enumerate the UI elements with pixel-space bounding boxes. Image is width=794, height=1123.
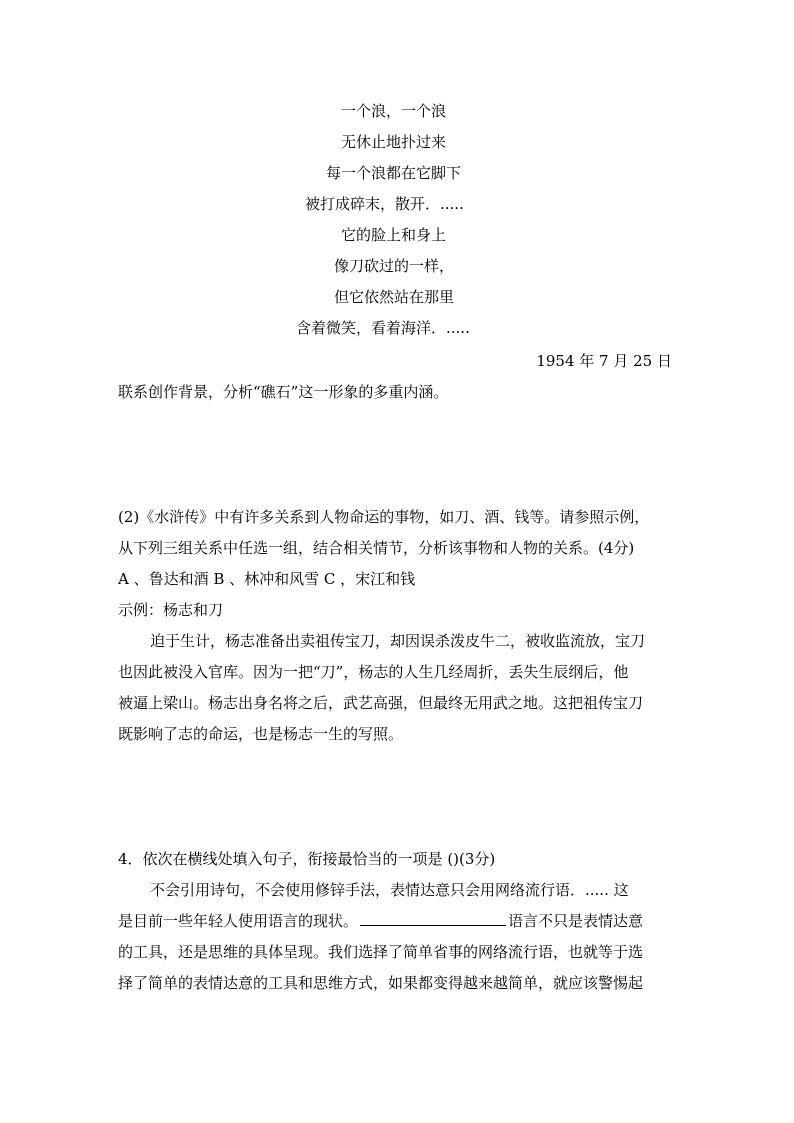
question-4-line [118, 906, 678, 937]
poem-line: 每一个浪都在它脚下 [326, 164, 462, 182]
question-1-prompt [118, 377, 678, 408]
poem-line: 一个浪，一个浪 [341, 102, 447, 120]
poem-line: 被打成碎末，散开．..... [305, 195, 464, 213]
poem-line: 它的脸上和身上 [341, 226, 447, 244]
question-4-line: 择了简单的表情达意的工具和思维方式，如果都变得越来越简单，就应该警惕起 [118, 974, 644, 992]
question-2-line: (2)《水浒传》中有许多关系到人物命运的事物，如刀、酒、钱等。请参照示例， [118, 508, 650, 526]
example-label: 示例：杨志和刀 [118, 601, 224, 619]
question-4-line: 的工具，还是思维的具体呈现。我们选择了简单省事的网络流行语，也就等于选 [118, 943, 644, 961]
poem-date: 1954 年 7 月 25 日 [536, 352, 672, 370]
question-2-options: A 、鲁达和酒 B 、林冲和风雪 C ，宋江和钱 [118, 570, 416, 588]
example-line: 既影响了志的命运，也是杨志一生的写照。 [118, 725, 404, 743]
question-4 [118, 844, 678, 999]
poem-line: 像刀砍过的一样， [334, 257, 455, 275]
poem-line: 无休止地扑过来 [341, 133, 447, 151]
example-line: 也因此被没入官库。因为一把“刀”，杨志的人生几经周折，丢失生辰纲后，他 [118, 663, 629, 681]
poem-line: 但它依然站在那里 [334, 288, 455, 306]
question-4-text: 是目前一些年轻人使用语言的现状。 [118, 912, 359, 930]
example-line: 被逼上梁山。杨志出身名将之后，武艺高强，但最终无用武之地。这把祖传宝刀 [118, 694, 644, 712]
question-text: 联系创作背景，分析“礁石”这一形象的多重内涵。 [118, 383, 449, 401]
question-4-title: 4．依次在横线处填入句子，衔接最恰当的一项是 ()(3分) [118, 850, 496, 868]
question-2-line: 从下列三组关系中任选一组，结合相关情节，分析该事物和人物的关系。(4分) [118, 539, 635, 557]
question-4-line: 不会引用诗句，不会使用修锌手法，表情达意只会用网络流行语．..... 这 [150, 881, 629, 899]
example-line: 迫于生计，杨志准备出卖祖传宝刀，却因误杀泼皮牛二，被收监流放，宝刀 [150, 632, 646, 650]
fill-in-blank[interactable] [360, 911, 506, 926]
question-2 [118, 502, 678, 750]
question-4-text: 语言不只是表情达意 [508, 912, 644, 930]
poem-line: 含着微笑，看着海洋．..... [296, 319, 470, 337]
